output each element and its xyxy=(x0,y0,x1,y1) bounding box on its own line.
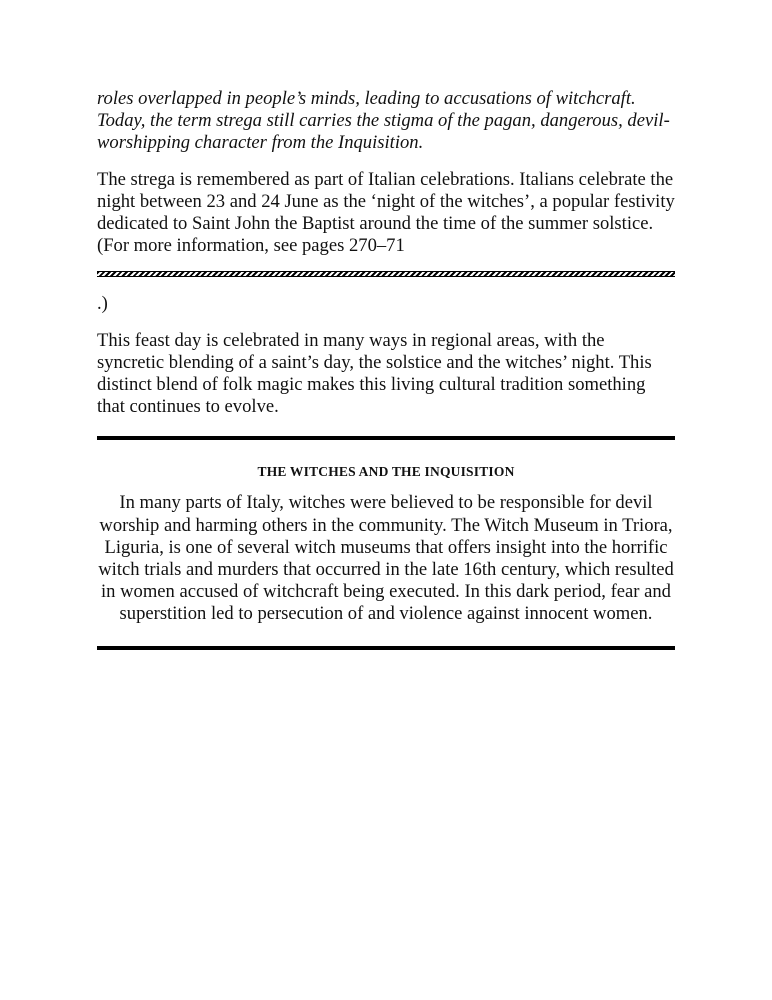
page-break-rule xyxy=(97,271,675,277)
feast-day-paragraph: This feast day is celebrated in many ways in regional areas, with the syncretic blending of a saint’s day, the solstice and the witches’ night. This distinct blend of folk magic makes this living cultural tradition something that continues to evolve. xyxy=(97,329,652,418)
sidebar-box xyxy=(97,436,675,649)
closing-fragment: .) xyxy=(97,293,108,315)
celebrations-paragraph: The strega is remembered as part of Italian celebrations. Italians celebrate the night between 23 and 24 June as the ‘night of the witches’, a popular festivity dedicated to Saint John the Baptist around the time of the summer solstice. (For more information, see pages 270–71 xyxy=(97,168,675,257)
intro-italic-paragraph: roles overlapped in people’s minds, leading to accusations of witchcraft. Today, the term strega still carries the stigma of the pagan, dangerous, devil-worshipping character from the Inquisition. xyxy=(97,88,670,154)
sidebar-body: In many parts of Italy, witches were believed to be responsible for devil worship and harming others in the community. The Witch Museum in Triora, Liguria, is one of several witch museums that offers insight into the horrific witch trials and murders that occurred in the late 16th century, which resulted in women accused of witchcraft being executed. In this dark period, fear and superstition led to persecution of and violence against innocent women. xyxy=(98,492,674,625)
document-page xyxy=(97,88,675,650)
sidebar-title: THE WITCHES AND THE INQUISITION xyxy=(257,464,515,480)
